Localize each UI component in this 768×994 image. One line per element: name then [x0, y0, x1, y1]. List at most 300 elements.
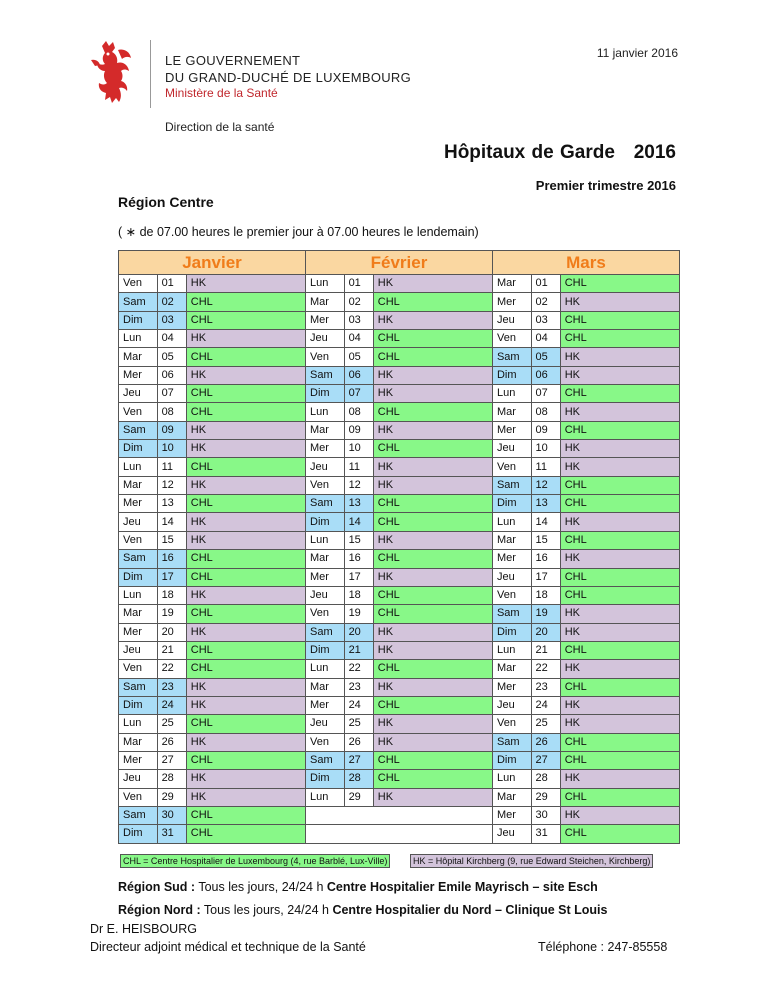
- hospital-cell: HK: [373, 421, 492, 439]
- gov-line-2: DU GRAND-DUCHÉ DE LUXEMBOURG: [165, 70, 412, 85]
- day-number-cell: 22: [157, 660, 186, 678]
- day-number-cell: 17: [344, 568, 373, 586]
- day-number-cell: 16: [344, 550, 373, 568]
- day-number-cell: 03: [531, 311, 560, 329]
- day-number-cell: 21: [157, 641, 186, 659]
- day-name-cell: Jeu: [492, 696, 531, 714]
- hospital-cell: CHL: [373, 440, 492, 458]
- day-number-cell: 28: [157, 770, 186, 788]
- region-sud-hospital: Centre Hospitalier Emile Mayrisch – site Esch: [326, 880, 598, 894]
- day-name-cell: Dim: [119, 311, 158, 329]
- day-name-cell: Mer: [306, 568, 345, 586]
- hospital-cell: CHL: [560, 476, 679, 494]
- lion-coat-of-arms-logo: [88, 40, 140, 106]
- day-name-cell: Lun: [306, 275, 345, 293]
- page-subtitle: Premier trimestre 2016: [535, 178, 676, 193]
- region-sud-text: Tous les jours, 24/24 h: [195, 880, 327, 894]
- day-name-cell: Ven: [119, 531, 158, 549]
- hospital-cell: CHL: [186, 660, 305, 678]
- hospital-cell: HK: [186, 531, 305, 549]
- day-number-cell: 31: [531, 825, 560, 843]
- day-number-cell: 28: [531, 770, 560, 788]
- day-name-cell: Dim: [492, 366, 531, 384]
- day-name-cell: Sam: [119, 806, 158, 824]
- day-number-cell: 23: [344, 678, 373, 696]
- calendar-row: [119, 806, 680, 824]
- day-number-cell: 10: [344, 440, 373, 458]
- hospital-cell: HK: [560, 715, 679, 733]
- day-number-cell: 03: [157, 311, 186, 329]
- day-number-cell: 24: [531, 696, 560, 714]
- day-number-cell: 18: [344, 586, 373, 604]
- day-number-cell: 07: [531, 385, 560, 403]
- hospital-cell: CHL: [186, 550, 305, 568]
- day-number-cell: 15: [344, 531, 373, 549]
- hospital-cell: CHL: [373, 403, 492, 421]
- calendar-row: [119, 568, 680, 586]
- day-number-cell: 27: [344, 751, 373, 769]
- day-number-cell: 19: [157, 605, 186, 623]
- day-number-cell: 11: [531, 458, 560, 476]
- hospital-cell: HK: [560, 366, 679, 384]
- hospital-cell: HK: [373, 678, 492, 696]
- day-name-cell: Ven: [306, 605, 345, 623]
- hospital-cell: CHL: [560, 421, 679, 439]
- hospital-cell: HK: [560, 550, 679, 568]
- hospital-cell: CHL: [186, 348, 305, 366]
- hospital-cell: HK: [186, 275, 305, 293]
- day-number-cell: 29: [531, 788, 560, 806]
- day-name-cell: Sam: [492, 733, 531, 751]
- day-name-cell: Mer: [492, 806, 531, 824]
- day-name-cell: Mer: [119, 751, 158, 769]
- day-name-cell: Jeu: [306, 330, 345, 348]
- day-number-cell: 30: [531, 806, 560, 824]
- month-header-janvier: Janvier: [119, 251, 306, 275]
- day-name-cell: Dim: [306, 641, 345, 659]
- day-name-cell: Sam: [119, 678, 158, 696]
- day-name-cell: Sam: [306, 366, 345, 384]
- day-name-cell: Jeu: [119, 513, 158, 531]
- region-sud-label: Région Sud :: [118, 880, 196, 894]
- day-name-cell: Mer: [492, 421, 531, 439]
- hospital-cell: HK: [560, 440, 679, 458]
- calendar-row: [119, 440, 680, 458]
- day-number-cell: 26: [531, 733, 560, 751]
- ministry-name: Ministère de la Santé: [165, 86, 278, 100]
- day-name-cell: Mar: [492, 275, 531, 293]
- calendar-row: [119, 421, 680, 439]
- hospital-cell: CHL: [186, 495, 305, 513]
- hospital-cell: HK: [186, 440, 305, 458]
- day-name-cell: Mar: [306, 550, 345, 568]
- hospital-cell: CHL: [560, 825, 679, 843]
- calendar-row: [119, 605, 680, 623]
- calendar-row: [119, 715, 680, 733]
- gov-line-1: LE GOUVERNEMENT: [165, 53, 301, 68]
- day-number-cell: 12: [531, 476, 560, 494]
- day-number-cell: 12: [157, 476, 186, 494]
- day-number-cell: 19: [531, 605, 560, 623]
- calendar-row: [119, 330, 680, 348]
- day-name-cell: Ven: [119, 403, 158, 421]
- hospital-cell: CHL: [373, 495, 492, 513]
- day-name-cell: Lun: [306, 531, 345, 549]
- hospital-cell: HK: [186, 770, 305, 788]
- day-name-cell: Mer: [306, 696, 345, 714]
- hospital-cell: CHL: [373, 348, 492, 366]
- day-number-cell: 13: [157, 495, 186, 513]
- day-name-cell: Lun: [306, 660, 345, 678]
- day-number-cell: 22: [344, 660, 373, 678]
- day-name-cell: Mar: [306, 421, 345, 439]
- day-number-cell: 21: [531, 641, 560, 659]
- day-number-cell: 26: [157, 733, 186, 751]
- calendar-row: [119, 275, 680, 293]
- calendar-row: [119, 348, 680, 366]
- day-name-cell: Dim: [306, 770, 345, 788]
- hospital-cell: HK: [560, 403, 679, 421]
- day-name-cell: Lun: [119, 330, 158, 348]
- day-number-cell: 01: [531, 275, 560, 293]
- day-number-cell: 25: [531, 715, 560, 733]
- hospital-cell: CHL: [560, 788, 679, 806]
- hospital-cell: CHL: [186, 403, 305, 421]
- calendar-row: [119, 458, 680, 476]
- hospital-cell: CHL: [560, 311, 679, 329]
- day-name-cell: Mar: [119, 348, 158, 366]
- region-nord-label: Région Nord :: [118, 903, 201, 917]
- phone-number: Téléphone : 247-85558: [538, 940, 668, 954]
- day-name-cell: Lun: [119, 458, 158, 476]
- calendar-row: [119, 733, 680, 751]
- day-name-cell: Dim: [492, 495, 531, 513]
- calendar-row: [119, 476, 680, 494]
- day-number-cell: 28: [344, 770, 373, 788]
- day-name-cell: Jeu: [306, 586, 345, 604]
- day-name-cell: Sam: [119, 293, 158, 311]
- hospital-cell: HK: [560, 293, 679, 311]
- hospital-cell: CHL: [186, 715, 305, 733]
- day-name-cell: Jeu: [492, 568, 531, 586]
- calendar-row: [119, 403, 680, 421]
- hospital-cell: CHL: [560, 751, 679, 769]
- day-name-cell: Jeu: [492, 311, 531, 329]
- day-number-cell: 01: [157, 275, 186, 293]
- day-name-cell: Dim: [119, 440, 158, 458]
- calendar-row: [119, 623, 680, 641]
- day-number-cell: 14: [344, 513, 373, 531]
- calendar-body: [119, 275, 680, 844]
- day-name-cell: Ven: [492, 715, 531, 733]
- region-sud-line: [118, 880, 598, 894]
- hospital-cell: HK: [560, 770, 679, 788]
- hospital-cell: CHL: [373, 605, 492, 623]
- hospital-cell: CHL: [373, 696, 492, 714]
- empty-cell: [306, 806, 493, 824]
- hospital-cell: CHL: [373, 751, 492, 769]
- direction-name: Direction de la santé: [165, 120, 275, 134]
- day-name-cell: Mer: [119, 495, 158, 513]
- hospital-cell: HK: [186, 513, 305, 531]
- day-name-cell: Mar: [492, 403, 531, 421]
- hospital-cell: HK: [373, 568, 492, 586]
- day-name-cell: Dim: [492, 623, 531, 641]
- page-title: Hôpitaux de Garde 2016: [443, 142, 676, 163]
- calendar-row: [119, 770, 680, 788]
- document-date: 11 janvier 2016: [596, 46, 678, 60]
- day-name-cell: Ven: [119, 660, 158, 678]
- day-number-cell: 09: [531, 421, 560, 439]
- day-number-cell: 04: [344, 330, 373, 348]
- day-number-cell: 20: [344, 623, 373, 641]
- hospital-cell: HK: [560, 605, 679, 623]
- day-name-cell: Mar: [119, 733, 158, 751]
- hospital-cell: HK: [373, 385, 492, 403]
- day-number-cell: 20: [531, 623, 560, 641]
- calendar-row: [119, 550, 680, 568]
- day-number-cell: 07: [344, 385, 373, 403]
- day-name-cell: Mar: [492, 531, 531, 549]
- hospital-cell: CHL: [373, 550, 492, 568]
- hospital-cell: HK: [373, 641, 492, 659]
- day-name-cell: Jeu: [119, 641, 158, 659]
- hospital-cell: CHL: [373, 586, 492, 604]
- day-name-cell: Ven: [492, 330, 531, 348]
- day-name-cell: Lun: [492, 641, 531, 659]
- hospital-cell: HK: [186, 733, 305, 751]
- hospital-cell: CHL: [560, 531, 679, 549]
- legend-chl: CHL = Centre Hospitalier de Luxembourg (4, rue Barblé, Lux-Ville): [120, 854, 390, 868]
- header-divider: [150, 40, 151, 108]
- day-number-cell: 04: [157, 330, 186, 348]
- calendar-row: [119, 678, 680, 696]
- day-name-cell: Dim: [492, 751, 531, 769]
- day-number-cell: 14: [157, 513, 186, 531]
- day-name-cell: Mar: [119, 476, 158, 494]
- day-number-cell: 26: [344, 733, 373, 751]
- calendar-row: [119, 641, 680, 659]
- hospital-cell: CHL: [186, 806, 305, 824]
- day-name-cell: Dim: [306, 513, 345, 531]
- hospital-cell: HK: [186, 696, 305, 714]
- calendar-row: [119, 385, 680, 403]
- hospital-cell: HK: [560, 696, 679, 714]
- empty-cell: [306, 825, 493, 843]
- hospital-cell: HK: [186, 476, 305, 494]
- day-name-cell: Sam: [492, 476, 531, 494]
- day-name-cell: Dim: [306, 385, 345, 403]
- day-number-cell: 19: [344, 605, 373, 623]
- signatory-title: Directeur adjoint médical et technique de la Santé: [90, 940, 366, 954]
- hospital-cell: CHL: [560, 641, 679, 659]
- day-number-cell: 16: [157, 550, 186, 568]
- hospital-cell: HK: [560, 806, 679, 824]
- day-number-cell: 13: [531, 495, 560, 513]
- month-header-mars: Mars: [492, 251, 679, 275]
- day-name-cell: Jeu: [492, 440, 531, 458]
- day-number-cell: 25: [344, 715, 373, 733]
- day-number-cell: 20: [157, 623, 186, 641]
- day-name-cell: Ven: [306, 348, 345, 366]
- calendar-row: [119, 293, 680, 311]
- hospital-cell: CHL: [186, 458, 305, 476]
- day-number-cell: 05: [157, 348, 186, 366]
- hospital-cell: CHL: [186, 293, 305, 311]
- month-header-fevrier: Février: [306, 251, 493, 275]
- day-name-cell: Jeu: [119, 770, 158, 788]
- day-name-cell: Jeu: [306, 458, 345, 476]
- hospital-cell: HK: [373, 715, 492, 733]
- hospital-cell: CHL: [560, 733, 679, 751]
- day-name-cell: Mer: [306, 311, 345, 329]
- hospital-cell: HK: [560, 458, 679, 476]
- day-number-cell: 05: [344, 348, 373, 366]
- day-name-cell: Sam: [492, 348, 531, 366]
- day-name-cell: Sam: [306, 751, 345, 769]
- hospital-cell: HK: [373, 733, 492, 751]
- day-number-cell: 10: [157, 440, 186, 458]
- day-name-cell: Mar: [492, 660, 531, 678]
- day-number-cell: 22: [531, 660, 560, 678]
- day-name-cell: Ven: [492, 586, 531, 604]
- day-name-cell: Lun: [492, 770, 531, 788]
- hospital-cell: HK: [186, 788, 305, 806]
- day-name-cell: Sam: [306, 495, 345, 513]
- hospital-cell: CHL: [186, 825, 305, 843]
- hospital-cell: CHL: [186, 751, 305, 769]
- day-name-cell: Ven: [306, 733, 345, 751]
- hospital-cell: HK: [186, 623, 305, 641]
- calendar-row: [119, 495, 680, 513]
- day-number-cell: 02: [531, 293, 560, 311]
- day-number-cell: 21: [344, 641, 373, 659]
- hospital-cell: HK: [186, 421, 305, 439]
- hospital-cell: CHL: [560, 330, 679, 348]
- hospital-cell: HK: [373, 788, 492, 806]
- calendar-row: [119, 660, 680, 678]
- day-number-cell: 27: [531, 751, 560, 769]
- day-number-cell: 29: [157, 788, 186, 806]
- day-number-cell: 24: [157, 696, 186, 714]
- day-number-cell: 17: [157, 568, 186, 586]
- day-number-cell: 15: [157, 531, 186, 549]
- hospital-cell: CHL: [373, 513, 492, 531]
- day-name-cell: Ven: [492, 458, 531, 476]
- hospital-cell: HK: [560, 660, 679, 678]
- day-name-cell: Lun: [119, 586, 158, 604]
- day-number-cell: 18: [157, 586, 186, 604]
- day-number-cell: 24: [344, 696, 373, 714]
- hospital-cell: HK: [373, 275, 492, 293]
- hospital-cell: HK: [560, 513, 679, 531]
- hospital-cell: HK: [560, 623, 679, 641]
- day-number-cell: 06: [531, 366, 560, 384]
- day-name-cell: Jeu: [119, 385, 158, 403]
- hospital-cell: CHL: [186, 605, 305, 623]
- day-name-cell: Mar: [492, 788, 531, 806]
- day-name-cell: Mer: [306, 440, 345, 458]
- day-name-cell: Dim: [119, 825, 158, 843]
- day-number-cell: 23: [531, 678, 560, 696]
- hospital-cell: CHL: [186, 385, 305, 403]
- day-name-cell: Dim: [119, 568, 158, 586]
- day-name-cell: Mer: [119, 623, 158, 641]
- day-name-cell: Mer: [492, 550, 531, 568]
- hours-note: ( ∗ de 07.00 heures le premier jour à 07.00 heures le lendemain): [118, 225, 479, 239]
- calendar-row: [119, 531, 680, 549]
- day-name-cell: Mar: [119, 605, 158, 623]
- day-name-cell: Lun: [492, 385, 531, 403]
- day-number-cell: 27: [157, 751, 186, 769]
- day-number-cell: 05: [531, 348, 560, 366]
- day-number-cell: 23: [157, 678, 186, 696]
- day-number-cell: 31: [157, 825, 186, 843]
- hospital-cell: CHL: [373, 293, 492, 311]
- day-number-cell: 30: [157, 806, 186, 824]
- day-number-cell: 02: [157, 293, 186, 311]
- hospital-cell: HK: [373, 623, 492, 641]
- hospital-cell: HK: [560, 348, 679, 366]
- hospital-cell: HK: [373, 458, 492, 476]
- hospital-cell: CHL: [560, 275, 679, 293]
- region-nord-hospital: Centre Hospitalier du Nord – Clinique St Louis: [332, 903, 608, 917]
- hospital-cell: HK: [186, 366, 305, 384]
- region-nord-line: [118, 903, 607, 917]
- day-number-cell: 29: [344, 788, 373, 806]
- day-number-cell: 01: [344, 275, 373, 293]
- day-name-cell: Lun: [119, 715, 158, 733]
- day-name-cell: Mar: [306, 678, 345, 696]
- calendar-row: [119, 513, 680, 531]
- day-number-cell: 06: [344, 366, 373, 384]
- day-number-cell: 08: [531, 403, 560, 421]
- day-name-cell: Sam: [119, 421, 158, 439]
- hospital-cell: HK: [186, 586, 305, 604]
- day-name-cell: Sam: [119, 550, 158, 568]
- day-name-cell: Lun: [492, 513, 531, 531]
- day-name-cell: Ven: [119, 275, 158, 293]
- day-name-cell: Sam: [306, 623, 345, 641]
- day-number-cell: 14: [531, 513, 560, 531]
- day-name-cell: Lun: [306, 403, 345, 421]
- hospital-cell: CHL: [186, 568, 305, 586]
- hospital-cell: HK: [373, 531, 492, 549]
- hospital-cell: CHL: [373, 770, 492, 788]
- day-number-cell: 02: [344, 293, 373, 311]
- day-number-cell: 09: [157, 421, 186, 439]
- legend-hk: HK = Hôpital Kirchberg (9, rue Edward Steichen, Kirchberg): [410, 854, 653, 868]
- day-number-cell: 03: [344, 311, 373, 329]
- on-call-calendar-table: [118, 250, 680, 844]
- day-number-cell: 18: [531, 586, 560, 604]
- hospital-cell: CHL: [560, 586, 679, 604]
- hospital-cell: HK: [373, 311, 492, 329]
- hospital-cell: HK: [373, 476, 492, 494]
- region-nord-text: Tous les jours, 24/24 h: [200, 903, 333, 917]
- hospital-cell: HK: [186, 678, 305, 696]
- calendar-row: [119, 311, 680, 329]
- day-number-cell: 25: [157, 715, 186, 733]
- day-number-cell: 09: [344, 421, 373, 439]
- day-name-cell: Mer: [492, 678, 531, 696]
- day-name-cell: Ven: [306, 476, 345, 494]
- day-name-cell: Mer: [492, 293, 531, 311]
- day-name-cell: Sam: [492, 605, 531, 623]
- hospital-cell: CHL: [560, 568, 679, 586]
- hospital-cell: CHL: [373, 660, 492, 678]
- day-number-cell: 11: [157, 458, 186, 476]
